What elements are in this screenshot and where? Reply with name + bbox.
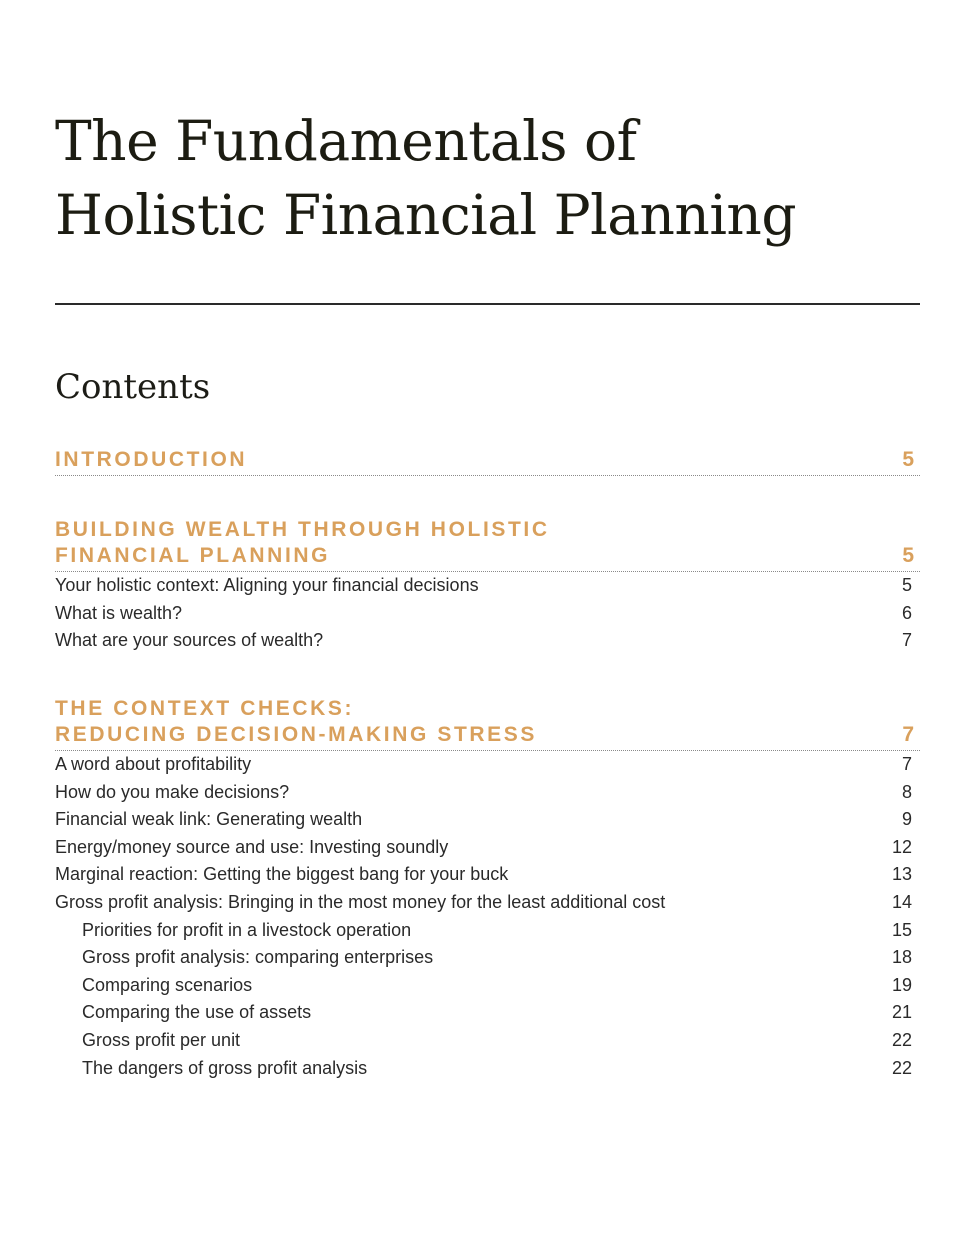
toc-entry-label: A word about profitability <box>55 754 252 774</box>
toc-section-heading-line: INTRODUCTION <box>55 448 248 471</box>
toc-section-page-number: 7 <box>902 723 914 746</box>
toc-entry-page-number: 19 <box>891 974 912 995</box>
toc-entry-label: Priorities for profit in a livestock operation <box>82 919 412 940</box>
toc-entry-page-number: 14 <box>891 891 912 912</box>
toc-entry[interactable] <box>55 861 920 889</box>
toc-entry-page-number: 22 <box>891 1029 912 1050</box>
toc-entry-label: Gross profit analysis: Bringing in the most money for the least additional cost <box>55 891 666 912</box>
toc-entry-page-number: 9 <box>901 809 912 830</box>
toc-entry-label: Your holistic context: Aligning your financial decisions <box>55 575 479 595</box>
toc-entry[interactable] <box>55 627 920 655</box>
toc-entry-label: Energy/money source and use: Investing soundly <box>55 836 449 857</box>
toc-section-context-checks <box>55 696 920 1082</box>
toc-section-page-number: 5 <box>902 448 914 471</box>
toc-section-heading-line: REDUCING DECISION-MAKING STRESS <box>55 723 537 746</box>
toc-subentry[interactable] <box>55 944 920 972</box>
toc-entry-page-number: 15 <box>891 919 912 940</box>
toc-section-heading-line: THE CONTEXT CHECKS: <box>55 697 355 720</box>
toc-entry[interactable] <box>55 806 920 834</box>
toc-entry-label: How do you make decisions? <box>55 781 290 802</box>
document-title-line-1: The Fundamentals of <box>55 109 637 173</box>
toc-entry[interactable] <box>55 779 920 807</box>
contents-heading: Contents <box>55 367 211 407</box>
toc-section-introduction <box>55 447 920 476</box>
toc-subentry[interactable] <box>55 999 920 1027</box>
toc-subentry[interactable] <box>55 1027 920 1055</box>
toc-entry[interactable] <box>55 572 920 600</box>
toc-entry[interactable] <box>55 889 920 917</box>
document-title-line-2: Holistic Financial Planning <box>55 183 797 247</box>
toc-entry[interactable] <box>55 600 920 628</box>
toc-entry-label: Comparing scenarios <box>82 974 253 995</box>
toc-entry-label: Comparing the use of assets <box>82 1002 312 1023</box>
toc-entry-label: Gross profit analysis: comparing enterprises <box>82 947 434 968</box>
toc-entry-label: What are your sources of wealth? <box>55 630 324 651</box>
toc-entry-page-number: 7 <box>901 630 912 651</box>
toc-section-heading-line: FINANCIAL PLANNING <box>55 544 331 567</box>
toc-entry[interactable] <box>55 834 920 862</box>
toc-entry-page-number: 5 <box>901 575 912 595</box>
toc-subentry[interactable] <box>55 917 920 945</box>
toc-entry[interactable] <box>55 751 920 779</box>
toc-entry-label: Gross profit per unit <box>82 1029 241 1050</box>
toc-entry-label: Marginal reaction: Getting the biggest bang for your buck <box>55 864 509 885</box>
title-divider <box>55 303 920 305</box>
toc-section-heading[interactable] <box>55 517 920 572</box>
document-title <box>55 104 935 252</box>
toc-entry-page-number: 21 <box>891 1002 912 1023</box>
toc-entry-label: The dangers of gross profit analysis <box>82 1057 368 1078</box>
toc-section-building-wealth <box>55 517 920 655</box>
toc-entry-label: Financial weak link: Generating wealth <box>55 809 363 830</box>
toc-entry-page-number: 8 <box>901 781 912 802</box>
toc-subentry[interactable] <box>55 1055 920 1083</box>
toc-subentry[interactable] <box>55 972 920 1000</box>
toc-entry-page-number: 12 <box>891 836 912 857</box>
toc-entry-page-number: 13 <box>891 864 912 885</box>
toc-entry-label: What is wealth? <box>55 602 183 623</box>
toc-section-heading-line: BUILDING WEALTH THROUGH HOLISTIC <box>55 518 550 541</box>
toc-entry-page-number: 22 <box>891 1057 912 1078</box>
toc-section-heading[interactable] <box>55 696 920 751</box>
toc-section-heading[interactable] <box>55 447 920 476</box>
toc-entry-page-number: 18 <box>891 947 912 968</box>
toc-entry-page-number: 7 <box>901 754 912 774</box>
toc-section-page-number: 5 <box>902 544 914 567</box>
toc-entry-page-number: 6 <box>901 602 912 623</box>
